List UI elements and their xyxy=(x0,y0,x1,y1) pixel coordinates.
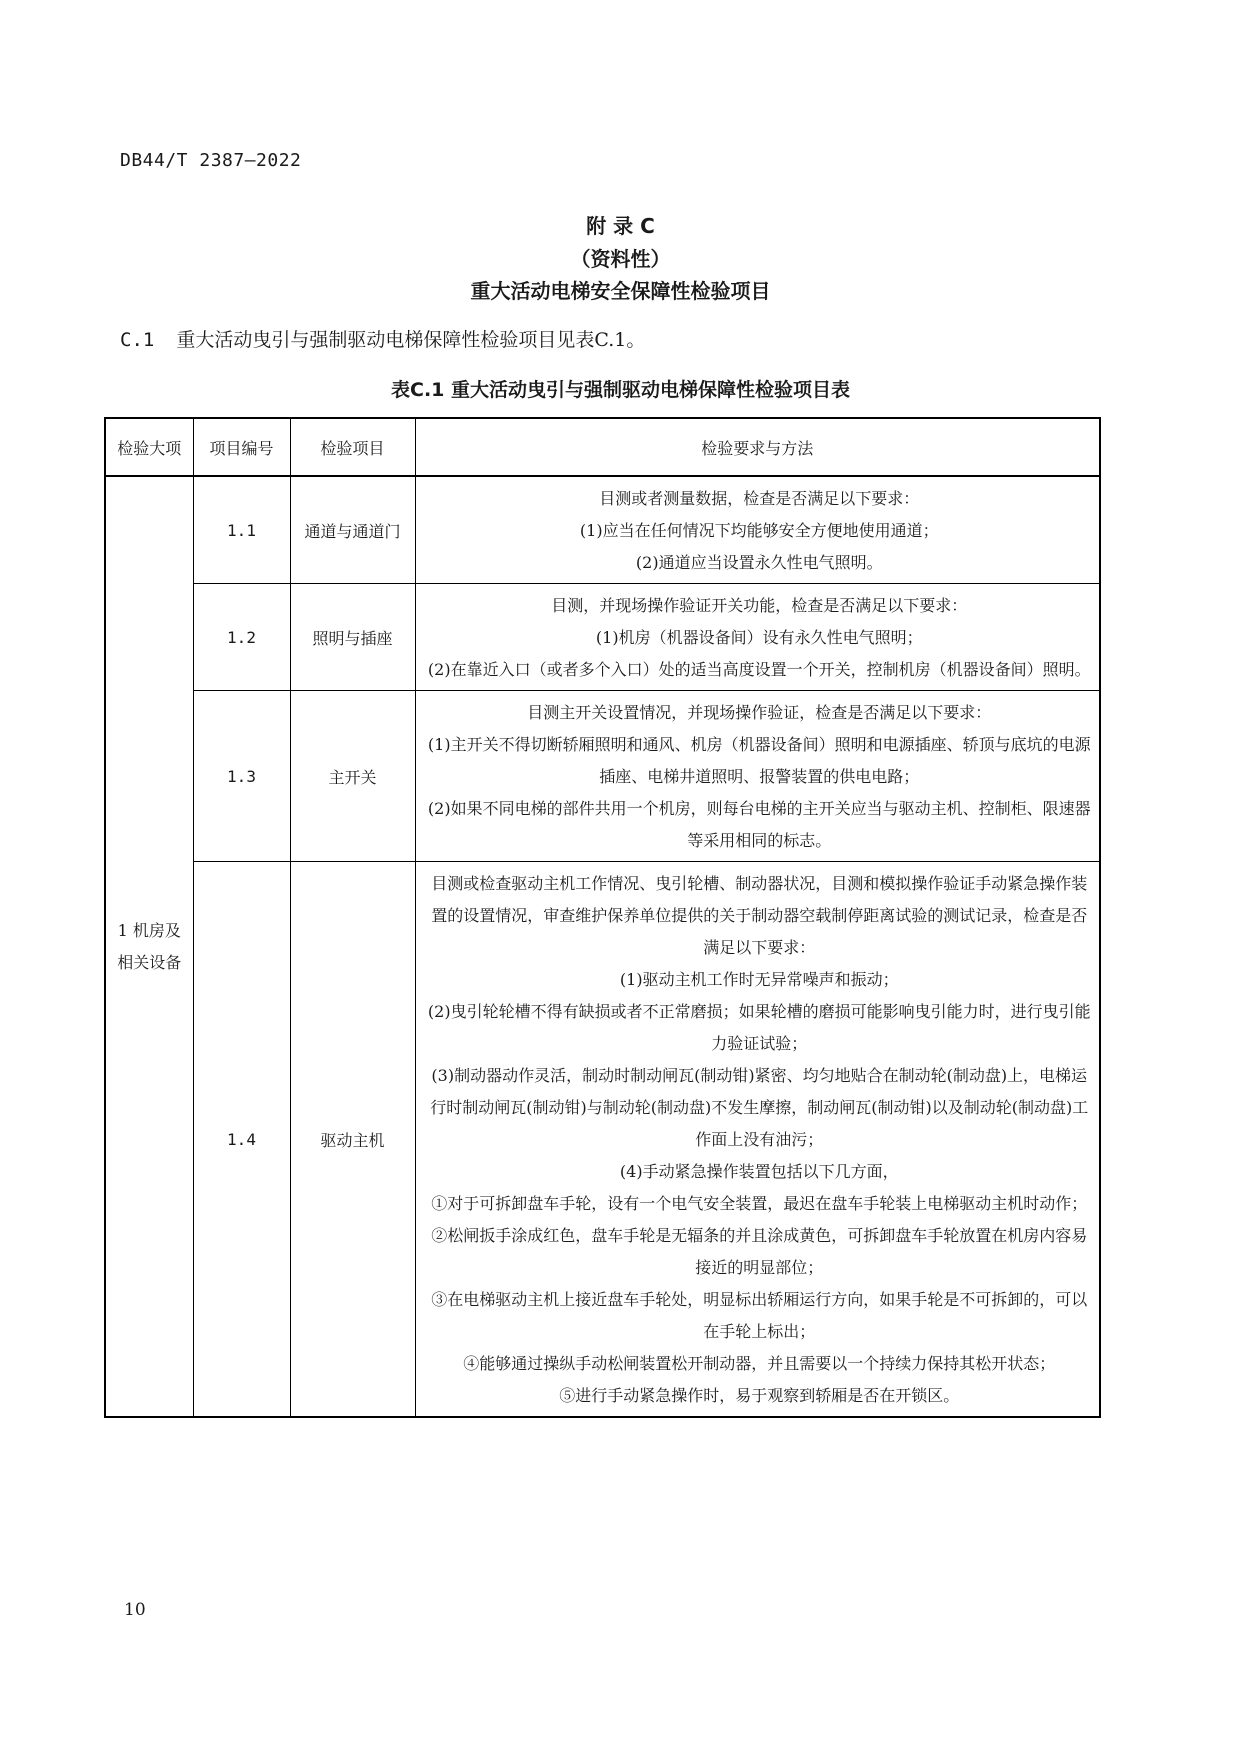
requirement-line: (1)应当在任何情况下均能够安全方便地使用通道； xyxy=(579,521,939,540)
table-row xyxy=(105,476,1100,584)
annex-subject: 重大活动电梯安全保障性检验项目 xyxy=(470,279,771,303)
requirement-line: (2)曳引轮轮槽不得有缺损或者不正常磨损；如果轮槽的磨损可能影响曳引能力时，进行曳引能力验证试验； xyxy=(427,1002,1091,1053)
requirement-line: ②松闸扳手涂成红色，盘车手轮是无辐条的并且涂成黄色，可拆卸盘车手轮放置在机房内容易接近的明显部位； xyxy=(431,1226,1088,1277)
item-number: 1.3 xyxy=(193,691,290,862)
item-name: 主开关 xyxy=(290,691,415,862)
header-requirements: 检验要求与方法 xyxy=(415,418,1100,476)
requirements-cell xyxy=(415,476,1100,584)
requirement-line: ⑤进行手动紧急操作时，易于观察到轿厢是否在开锁区。 xyxy=(559,1386,960,1405)
table-caption: 表C.1 重大活动曳引与强制驱动电梯保障性检验项目表 xyxy=(391,379,850,401)
requirement-line: (3)制动器动作灵活，制动时制动闸瓦(制动钳)紧密、均匀地贴合在制动轮(制动盘)上，电梯运行时制动闸瓦(制动钳)与制动轮(制动盘)不发生摩擦，制动闸瓦(制动钳)以及制动轮(制动盘)工作面上没有油污； xyxy=(430,1066,1089,1149)
requirements-cell xyxy=(415,862,1100,1418)
clause-text: 重大活动曳引与强制驱动电梯保障性检验项目见表C.1。 xyxy=(176,329,646,351)
category-cell xyxy=(105,476,193,1417)
requirement-line: (1)驱动主机工作时无异常噪声和振动； xyxy=(619,970,899,989)
table-header-row xyxy=(105,418,1100,476)
clause-number: C.1 xyxy=(120,329,155,351)
requirement-line: ①对于可拆卸盘车手轮，设有一个电气安全装置，最迟在盘车手轮装上电梯驱动主机时动作； xyxy=(431,1194,1088,1213)
category-line: 1 机房及 xyxy=(117,920,181,940)
requirement-line: (2)在靠近入口（或者多个入口）处的适当高度设置一个开关，控制机房（机器设备间）照明。 xyxy=(427,660,1091,679)
clause-c1 xyxy=(120,325,645,352)
item-number: 1.2 xyxy=(193,584,290,691)
requirement-line: ③在电梯驱动主机上接近盘车手轮处，明显标出轿厢运行方向，如果手轮是不可拆卸的，可以在手轮上标出； xyxy=(431,1290,1088,1341)
standard-code: DB44/T 2387—2022 xyxy=(120,150,302,171)
requirement-line: (4)手动紧急操作装置包括以下几方面， xyxy=(619,1162,899,1181)
requirement-line: (1)主开关不得切断轿厢照明和通风、机房（机器设备间）照明和电源插座、轿顶与底坑的电源插座、电梯井道照明、报警装置的供电电路； xyxy=(427,735,1091,786)
header-item-number: 项目编号 xyxy=(193,418,290,476)
table-row xyxy=(105,691,1100,862)
item-name: 驱动主机 xyxy=(290,862,415,1418)
inspection-table xyxy=(104,417,1101,1418)
item-name: 通道与通道门 xyxy=(290,476,415,584)
requirement-line: (1)机房（机器设备间）设有永久性电气照明； xyxy=(595,628,923,647)
table-row xyxy=(105,862,1100,1418)
requirement-line: 目测或检查驱动主机工作情况、曳引轮槽、制动器状况，目测和模拟操作验证手动紧急操作装置的设置情况，审查维护保养单位提供的关于制动器空载制停距离试验的测试记录，检查是否满足以下要求： xyxy=(431,874,1088,957)
annex-nature: （资料性） xyxy=(570,247,671,271)
requirement-line: 目测或者测量数据，检查是否满足以下要求： xyxy=(599,489,920,508)
header-item: 检验项目 xyxy=(290,418,415,476)
requirement-line: (2)通道应当设置永久性电气照明。 xyxy=(635,553,883,572)
page-number: 10 xyxy=(124,1600,146,1620)
requirement-line: (2)如果不同电梯的部件共用一个机房，则每台电梯的主开关应当与驱动主机、控制柜、限速器等采用相同的标志。 xyxy=(427,799,1091,850)
requirement-line: 目测主开关设置情况，并现场操作验证，检查是否满足以下要求： xyxy=(527,703,992,722)
requirements-cell xyxy=(415,584,1100,691)
requirement-line: 目测，并现场操作验证开关功能，检查是否满足以下要求： xyxy=(551,596,968,615)
table-row xyxy=(105,584,1100,691)
category-line: 相关设备 xyxy=(117,952,182,972)
item-number: 1.4 xyxy=(193,862,290,1418)
item-name: 照明与插座 xyxy=(290,584,415,691)
annex-title: 附 录 C xyxy=(586,214,655,238)
requirement-line: ④能够通过操纵手动松闸装置松开制动器，并且需要以一个持续力保持其松开状态； xyxy=(463,1354,1056,1373)
item-number: 1.1 xyxy=(193,476,290,584)
header-category: 检验大项 xyxy=(105,418,193,476)
requirements-cell xyxy=(415,691,1100,862)
